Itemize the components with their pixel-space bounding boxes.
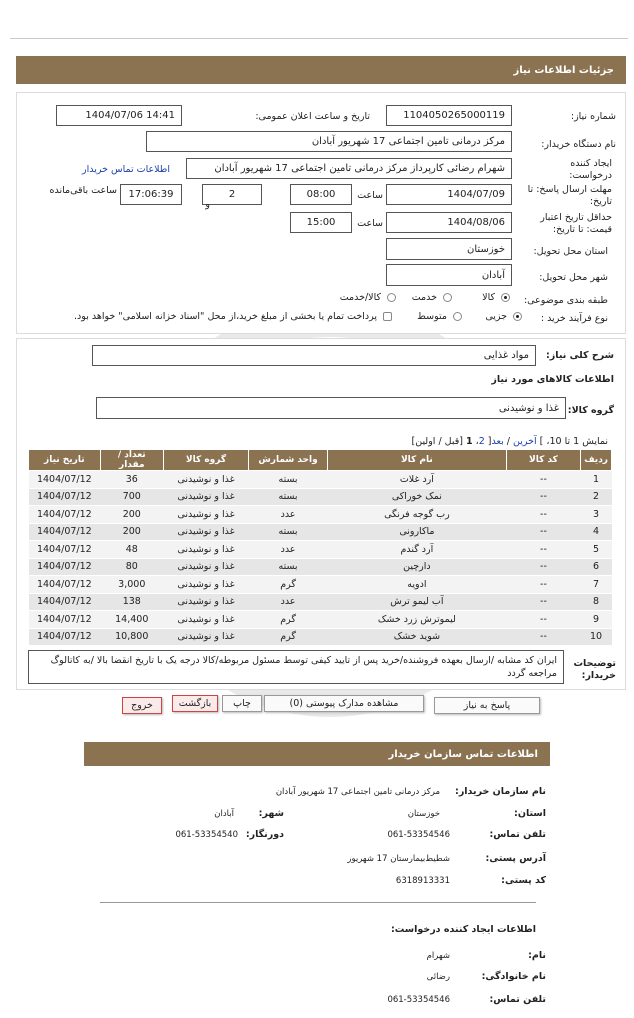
contact-header xyxy=(84,742,550,766)
table-row xyxy=(29,471,612,489)
cell-name: ماکارونی xyxy=(327,523,506,541)
process-label: نوع فرآیند خرید : xyxy=(540,313,608,324)
org-value: مرکز درمانی تامین اجتماعی 17 شهریور آبادان xyxy=(275,787,440,797)
top-divider xyxy=(10,38,628,39)
cell-name: نمک خوراکی xyxy=(327,488,506,506)
category-option-service[interactable] xyxy=(412,292,452,303)
cell-group: غذا و نوشیدنی xyxy=(163,558,248,576)
phone-label: تلفن تماس: xyxy=(489,829,546,840)
announce-label: تاریخ و ساعت اعلان عمومی: xyxy=(255,111,370,122)
cell-name: ادویه xyxy=(327,576,506,594)
cell-unit: عدد xyxy=(249,541,328,559)
items-title: اطلاعات کالاهای مورد نیاز xyxy=(491,374,614,385)
announce-field: 1404/07/06 14:41 xyxy=(56,105,182,126)
group-field: غذا و نوشیدنی xyxy=(96,397,566,419)
table-row xyxy=(29,576,612,594)
days-field: 2 xyxy=(202,184,262,205)
pagination-next-link[interactable]: بعد xyxy=(491,436,504,447)
reply-button[interactable]: پاسخ به نیاز xyxy=(434,697,540,714)
description-label: شرح کلی نیاز: xyxy=(545,350,614,361)
postal-label: کد پستی: xyxy=(501,875,546,886)
validity-time-field: 15:00 xyxy=(290,212,352,233)
cell-name: آرد غلات xyxy=(327,471,506,489)
province-contact-value: خوزستان xyxy=(407,809,440,819)
cell-unit: گرم xyxy=(249,628,328,646)
process-option-medium[interactable] xyxy=(417,311,462,322)
cell-code: -- xyxy=(506,558,580,576)
table-row xyxy=(29,611,612,629)
table-row xyxy=(29,523,612,541)
cell-qty: 36 xyxy=(100,471,163,489)
cell-date: 1404/07/12 xyxy=(29,628,101,646)
name-label: نام: xyxy=(528,950,546,961)
treasury-payment-option[interactable] xyxy=(74,311,392,322)
cell-date: 1404/07/12 xyxy=(29,558,101,576)
exit-button[interactable]: خروج xyxy=(122,697,162,714)
deadline-date-field: 1404/07/09 xyxy=(386,184,512,205)
cell-unit: عدد xyxy=(249,506,328,524)
cell-name: لیموترش زرد خشک xyxy=(327,611,506,629)
creator-phone-label: تلفن تماس: xyxy=(489,994,546,1005)
family-value: رضائی xyxy=(426,972,450,982)
validity-label: حداقل تاریخ اعتبار قیمت: تا تاریخ: xyxy=(540,212,612,235)
cell-code: -- xyxy=(506,628,580,646)
cell-name: شوید خشک xyxy=(327,628,506,646)
cell-code: -- xyxy=(506,506,580,524)
creator-phone-value: 061-53354546 xyxy=(387,995,450,1005)
cell-unit: گرم xyxy=(249,611,328,629)
description-field: مواد غذایی xyxy=(92,345,536,366)
cell-group: غذا و نوشیدنی xyxy=(163,611,248,629)
fax-label: دورنگار: xyxy=(245,829,284,840)
process-option-label: جزیی xyxy=(485,311,507,322)
remaining-label: ساعت باقی‌مانده xyxy=(49,185,117,196)
deadline-time-label: ساعت xyxy=(357,190,383,201)
category-label: طبقه بندی موضوعی: xyxy=(523,295,608,306)
cell-code: -- xyxy=(506,471,580,489)
col-header-group: گروه کالا xyxy=(163,450,248,471)
col-header-row: ردیف xyxy=(581,450,612,471)
notes-label: توضیحات خریدار: xyxy=(573,658,616,681)
cell-code: -- xyxy=(506,593,580,611)
group-label: گروه کالا: xyxy=(567,405,614,416)
city-contact-label: شهر: xyxy=(258,808,284,819)
cell-date: 1404/07/12 xyxy=(29,523,101,541)
need-number-field: 1104050265000119 xyxy=(386,105,512,126)
col-header-unit: واحد شمارش xyxy=(249,450,328,471)
contact-divider xyxy=(100,902,536,903)
radio-icon[interactable] xyxy=(453,312,462,321)
table-row xyxy=(29,506,612,524)
cell-qty: 200 xyxy=(100,523,163,541)
print-button[interactable]: چاپ xyxy=(222,695,262,712)
cell-date: 1404/07/12 xyxy=(29,471,101,489)
table-row xyxy=(29,488,612,506)
cell-qty: 700 xyxy=(100,488,163,506)
radio-icon[interactable] xyxy=(513,312,522,321)
cell-row: 8 xyxy=(581,593,612,611)
city-label: شهر محل تحویل: xyxy=(539,272,608,283)
cell-code: -- xyxy=(506,523,580,541)
province-label: استان محل تحویل: xyxy=(533,246,608,257)
cell-group: غذا و نوشیدنی xyxy=(163,576,248,594)
cell-date: 1404/07/12 xyxy=(29,488,101,506)
cell-row: 1 xyxy=(581,471,612,489)
name-value: شهرام xyxy=(426,951,450,961)
cell-row: 3 xyxy=(581,506,612,524)
col-header-date: تاریخ نیاز xyxy=(29,450,101,471)
category-option-label: کالا xyxy=(482,292,495,303)
remaining-time-field: 17:06:39 xyxy=(120,184,182,205)
contact-header-title: اطلاعات تماس سازمان خریدار xyxy=(388,748,538,760)
fax-value: 061-53354540 xyxy=(175,830,238,840)
radio-icon[interactable] xyxy=(443,293,452,302)
cell-date: 1404/07/12 xyxy=(29,611,101,629)
cell-date: 1404/07/12 xyxy=(29,541,101,559)
cell-unit: بسته xyxy=(249,523,328,541)
creator-field: شهرام رضائی کارپرداز مرکز درمانی تامین اجتماعی 17 شهریور آبادان xyxy=(186,158,512,179)
creator-label: ایجاد کننده درخواست: xyxy=(569,158,612,181)
cell-group: غذا و نوشیدنی xyxy=(163,506,248,524)
back-button[interactable]: بازگشت xyxy=(172,695,218,712)
table-row xyxy=(29,541,612,559)
page-header xyxy=(16,56,626,84)
table-header-row xyxy=(29,450,612,471)
col-header-name: نام کالا xyxy=(327,450,506,471)
cell-row: 4 xyxy=(581,523,612,541)
cell-row: 7 xyxy=(581,576,612,594)
col-header-qty: تعداد / مقدار xyxy=(100,450,163,471)
cell-group: غذا و نوشیدنی xyxy=(163,488,248,506)
category-option-label: خدمت xyxy=(411,292,437,303)
process-option-label: متوسط xyxy=(417,311,447,322)
category-option-label: کالا/خدمت xyxy=(339,292,381,303)
pagination-prefix: نمایش 1 تا 10، ] xyxy=(539,436,608,447)
validity-date-field: 1404/08/06 xyxy=(386,212,512,233)
radio-icon[interactable] xyxy=(501,293,510,302)
cell-qty: 80 xyxy=(100,558,163,576)
cell-name: آب لیمو ترش xyxy=(327,593,506,611)
table-row xyxy=(29,558,612,576)
col-header-code: کد کالا xyxy=(506,450,580,471)
cell-qty: 14,400 xyxy=(100,611,163,629)
notes-field: ایران کد مشابه /ارسال بعهده فروشنده/خرید پس از تایید کیفی توسط مسئول مربوطه/کالا درجه یک با تاریخ انقضا بالا /به کاتالوگ مراجعه گردد xyxy=(28,650,564,684)
category-option-goods[interactable] xyxy=(482,292,510,303)
cell-row: 2 xyxy=(581,488,612,506)
cell-group: غذا و نوشیدنی xyxy=(163,523,248,541)
buyer-contact-link[interactable]: اطلاعات تماس خریدار xyxy=(81,164,170,175)
cell-row: 10 xyxy=(581,628,612,646)
postal-value: 6318913331 xyxy=(395,876,450,886)
attachments-button[interactable]: مشاهده مدارک پیوستی (0) xyxy=(264,695,424,712)
cell-name: دارچین xyxy=(327,558,506,576)
pagination: نمایش 1 تا 10، ] آخرین / بعد[ 2، 1 [قبل / اولین] xyxy=(411,436,608,447)
cell-unit: گرم xyxy=(249,576,328,594)
cell-group: غذا و نوشیدنی xyxy=(163,628,248,646)
province-field: خوزستان xyxy=(386,238,512,260)
cell-qty: 200 xyxy=(100,506,163,524)
cell-group: غذا و نوشیدنی xyxy=(163,593,248,611)
cell-qty: 10,800 xyxy=(100,628,163,646)
buyer-label: نام دستگاه خریدار: xyxy=(541,139,616,150)
cell-unit: عدد xyxy=(249,593,328,611)
validity-time-label: ساعت xyxy=(357,218,383,229)
pagination-last-link[interactable]: آخرین xyxy=(513,436,537,447)
process-option-minor[interactable] xyxy=(485,311,522,322)
need-number-label: شماره نیاز: xyxy=(570,111,616,122)
phone-value: 061-53354546 xyxy=(387,830,450,840)
cell-row: 9 xyxy=(581,611,612,629)
page-header-title: جزئیات اطلاعات نیاز xyxy=(513,64,614,76)
pagination-separator: / xyxy=(506,436,510,447)
category-option-both[interactable] xyxy=(340,292,396,303)
cell-qty: 138 xyxy=(100,593,163,611)
pagination-suffix: [قبل / اولین] xyxy=(411,436,463,447)
province-contact-label: استان: xyxy=(514,808,546,819)
cell-code: -- xyxy=(506,611,580,629)
cell-row: 6 xyxy=(581,558,612,576)
cell-row: 5 xyxy=(581,541,612,559)
radio-icon[interactable] xyxy=(387,293,396,302)
items-table xyxy=(28,449,612,646)
buyer-field: مرکز درمانی تامین اجتماعی 17 شهریور آبادان xyxy=(146,131,512,152)
cell-date: 1404/07/12 xyxy=(29,576,101,594)
cell-qty: 3,000 xyxy=(100,576,163,594)
city-field: آبادان xyxy=(386,264,512,286)
cell-code: -- xyxy=(506,488,580,506)
payment-note: پرداخت تمام یا بخشی از مبلغ خرید،از محل "اسناد خزانه اسلامی" خواهد بود. xyxy=(74,311,377,322)
pagination-page-1: 1 xyxy=(466,436,473,447)
cell-group: غذا و نوشیدنی xyxy=(163,541,248,559)
cell-date: 1404/07/12 xyxy=(29,593,101,611)
family-label: نام خانوادگی: xyxy=(481,971,546,982)
cell-unit: بسته xyxy=(249,471,328,489)
address-value: شطیط‌بیمارستان 17 شهریور xyxy=(347,854,450,864)
cell-code: -- xyxy=(506,541,580,559)
deadline-label: مهلت ارسال پاسخ: تا تاریخ: xyxy=(527,184,612,207)
org-label: نام سازمان خریدار: xyxy=(455,786,546,797)
cell-name: رب گوجه فرنگی xyxy=(327,506,506,524)
table-row xyxy=(29,628,612,646)
table-row xyxy=(29,593,612,611)
address-label: آدرس پستی: xyxy=(485,853,546,864)
cell-unit: بسته xyxy=(249,558,328,576)
cell-code: -- xyxy=(506,576,580,594)
city-contact-value: آبادان xyxy=(214,809,234,819)
creator-info-title: اطلاعات ایجاد کننده درخواست: xyxy=(390,924,536,935)
deadline-time-field: 08:00 xyxy=(290,184,352,205)
cell-group: غذا و نوشیدنی xyxy=(163,471,248,489)
cell-unit: بسته xyxy=(249,488,328,506)
checkbox-icon[interactable] xyxy=(383,312,392,321)
cell-name: آرد گندم xyxy=(327,541,506,559)
cell-qty: 48 xyxy=(100,541,163,559)
and-label: و xyxy=(205,199,210,210)
pagination-page-2[interactable]: 2 xyxy=(478,436,485,447)
cell-date: 1404/07/12 xyxy=(29,506,101,524)
